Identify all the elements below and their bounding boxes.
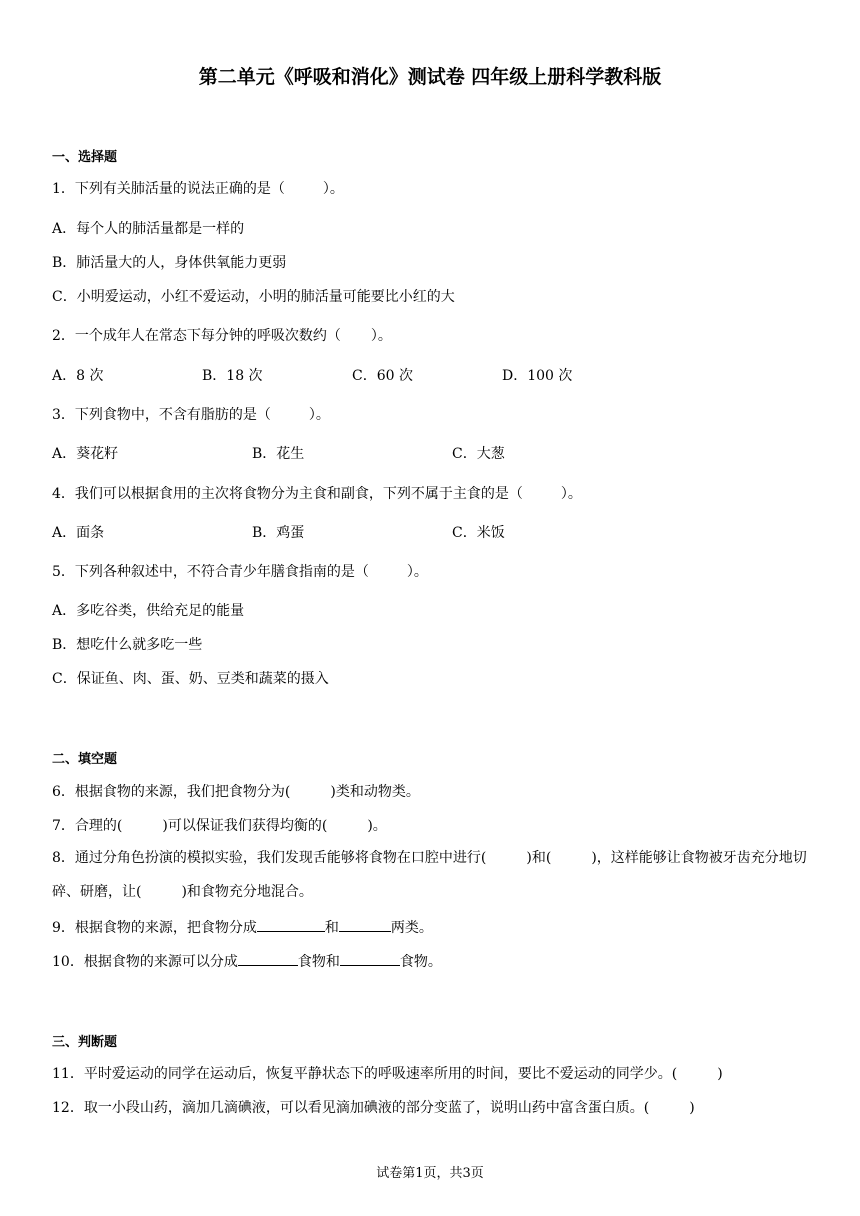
question-1 [52, 178, 344, 198]
option-3a: A．葵花籽 [52, 446, 119, 462]
question-text: 8．通过分角色扮演的模拟实验，我们发现舌能够将食物在口腔中进行( [52, 850, 487, 866]
question-text: ）。 [560, 486, 582, 502]
question-text: 7．合理的( [52, 818, 123, 834]
question-5 [52, 561, 428, 581]
option-4b: B．鸡蛋 [252, 525, 305, 541]
question-text: 2．一个成年人在常态下每分钟的呼吸次数约（ [52, 328, 341, 344]
question-9 [52, 917, 433, 937]
question-text: ）。 [308, 407, 330, 423]
page-title: 第二单元《呼吸和消化》测试卷 四年级上册科学教科版 [198, 66, 662, 88]
question-text: 5．下列各种叙述中，不符合青少年膳食指南的是（ [52, 564, 369, 580]
question-12 [52, 1097, 695, 1117]
option-3b: B．花生 [252, 446, 305, 462]
question-text: 6．根据食物的来源，我们把食物分为( [52, 784, 291, 800]
question-text: ）。 [322, 181, 344, 197]
option-1b: B．肺活量大的人，身体供氧能力更弱 [52, 255, 287, 271]
question-text: )和食物充分地混合。 [181, 884, 313, 900]
answer-blank[interactable] [339, 919, 391, 932]
option-4c: C．米饭 [452, 525, 505, 541]
section-heading-judge: 三、判断题 [52, 1035, 118, 1050]
question-4 [52, 483, 582, 503]
question-text: 4．我们可以根据食用的主次将食物分为主食和副食，下列不属于主食的是（ [52, 486, 523, 502]
question-8 [52, 841, 812, 909]
question-text: ）。 [406, 564, 428, 580]
question-text: 9．根据食物的来源，把食物分成 [52, 920, 257, 936]
question-text: )可以保证我们获得均衡的( [162, 818, 328, 834]
question-text: 两类。 [390, 920, 433, 936]
section-heading-choice: 一、选择题 [52, 150, 118, 165]
answer-blank[interactable] [257, 919, 325, 932]
option-2b: B．18 次 [202, 368, 263, 384]
page-footer: 试卷第1页，共3页 [376, 1166, 484, 1181]
question-text: 食物。 [399, 954, 442, 970]
question-text: ）。 [370, 328, 392, 344]
question-3 [52, 404, 330, 424]
question-text: 12．取一小段山药，滴加几滴碘液，可以看见滴加碘液的部分变蓝了，说明山药中富含蛋白质。( [52, 1100, 650, 1116]
option-5b: B．想吃什么就多吃一些 [52, 637, 203, 653]
section-heading-fill: 二、填空题 [52, 752, 118, 767]
option-5a: A．多吃谷类，供给充足的能量 [52, 603, 245, 619]
question-text: 3．下列食物中，不含有脂肪的是（ [52, 407, 271, 423]
question-text: )类和动物类。 [330, 784, 420, 800]
question-text: )。 [367, 818, 387, 834]
question-text: )和( [526, 850, 552, 866]
question-2 [52, 325, 392, 345]
option-1a: A．每个人的肺活量都是一样的 [52, 221, 245, 237]
question-10 [52, 951, 442, 971]
option-2c: C．60 次 [352, 368, 413, 384]
question-text: ) [717, 1066, 723, 1082]
option-5c: C．保证鱼、肉、蛋、奶、豆类和蔬菜的摄入 [52, 671, 329, 687]
question-11 [52, 1063, 723, 1083]
option-1c: C．小明爱运动，小红不爱运动，小明的肺活量可能要比小红的大 [52, 289, 455, 305]
question-text: 食物和 [297, 954, 340, 970]
option-2a: A．8 次 [52, 368, 104, 384]
answer-blank[interactable] [340, 953, 400, 966]
question-6 [52, 781, 420, 801]
question-text: 和 [324, 920, 339, 936]
question-text: )，这样能够让食物被牙齿充分地切碎、研磨，让( [52, 850, 807, 900]
question-7 [52, 815, 387, 835]
question-text: 10．根据食物的来源可以分成 [52, 954, 238, 970]
question-text: 11．平时爱运动的同学在运动后，恢复平静状态下的呼吸速率所用的时间，要比不爱运动的同学少。( [52, 1066, 678, 1082]
question-text: 1．下列有关肺活量的说法正确的是（ [52, 181, 285, 197]
answer-blank[interactable] [238, 953, 298, 966]
question-text: ) [689, 1100, 695, 1116]
option-2d: D．100 次 [502, 368, 573, 384]
option-4a: A．面条 [52, 525, 105, 541]
option-3c: C．大葱 [452, 446, 505, 462]
